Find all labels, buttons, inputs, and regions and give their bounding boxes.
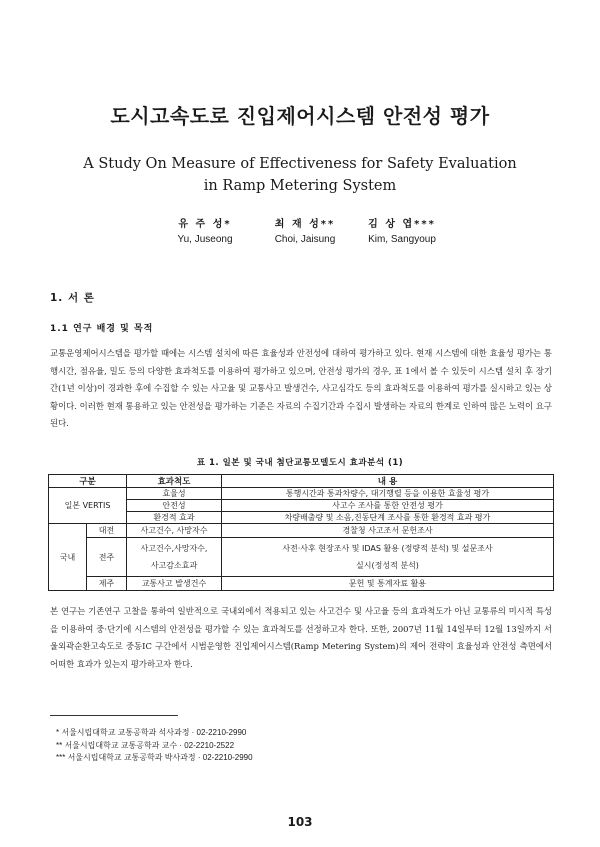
subsection-heading: 1.1 연구 배경 및 목적	[50, 324, 154, 334]
cell-measure-multiline	[127, 538, 222, 577]
cell-content-multiline	[222, 538, 554, 577]
footnote-1: * 서울시립대학교 교통공학과 석사과정 · 02-2210-2990	[56, 728, 247, 737]
cell-measure-line-1: 사고건수,사망자수,	[140, 544, 208, 553]
title-english-line-1: A Study On Measure of Effectiveness for Safety Evaluation	[83, 156, 517, 172]
cell-city: 전주	[87, 538, 127, 577]
table-header-row	[49, 475, 554, 488]
cell-content: 사고수 조사를 통한 안전성 평가	[222, 500, 554, 512]
header-category: 구분	[49, 475, 127, 488]
body-paragraph-2: 본 연구는 기존연구 고찰을 통하여 일반적으로 국내외에서 적용되고 있는 사고건수 및 사고율 등의 효과척도가 아닌 교통류의 미시적 특성을 이용하여 중·단기에 시스템의 안전성을 평가할 수 있는 효과척도를 선정하고자 한다. 또한, 2007년 11월 14일부터 12월 13일까지 서울외곽순환고속도로 중동IC 구간에서 시범운영한 진입제어시스템(Ramp Metering System)의 제어 전략이 효율성과 안전성 측면에서 어떠한 효과가 있는지 평가하고자 한다.	[50, 606, 552, 669]
footnote-divider	[50, 715, 178, 716]
cell-measure: 사고건수, 사망자수	[127, 524, 222, 538]
cell-measure: 효율성	[127, 488, 222, 500]
footnote-2: ** 서울시립대학교 교통공학과 교수 · 02-2210-2522	[56, 741, 235, 750]
cell-content-line-1: 사전·사후 현장조사 및 IDAS 활용 (정량적 분석) 및 설문조사	[282, 544, 493, 553]
author-2-english: Choi, Jaisung	[274, 234, 336, 245]
page-number: 103	[287, 815, 313, 829]
cell-measure: 환경적 효과	[127, 512, 222, 524]
cell-measure: 안전성	[127, 500, 222, 512]
cell-city: 제주	[87, 577, 127, 591]
table-row	[49, 538, 554, 577]
cell-content: 문헌 및 통계자료 활용	[222, 577, 554, 591]
author-3-korean: 김 상 엽***	[368, 219, 436, 230]
footnote-3: *** 서울시립대학교 교통공학과 박사과정 · 02-2210-2990	[56, 753, 253, 762]
title-korean: 도시고속도로 진입제어시스템 안전성 평가	[110, 104, 490, 128]
header-measure: 효과척도	[127, 475, 222, 488]
header-content: 내 용	[222, 475, 554, 488]
korea-label: 국내	[49, 524, 87, 591]
cell-measure: 교통사고 발생건수	[127, 577, 222, 591]
section-heading: 1. 서 론	[50, 292, 95, 304]
author-2-korean: 최 재 성**	[274, 219, 336, 230]
table-row	[49, 524, 554, 538]
cell-content: 경찰청 사고조서 문헌조사	[222, 524, 554, 538]
cell-content: 통행시간과 통과차량수, 대기행렬 등을 이용한 효율성 평가	[222, 488, 554, 500]
author-3-english: Kim, Sangyoup	[368, 234, 436, 245]
table-caption: 표 1. 일본 및 국내 첨단교통모델도시 효과분석 (1)	[196, 458, 404, 468]
japan-label: 일본 VERTIS	[49, 488, 127, 524]
title-english-line-2: in Ramp Metering System	[203, 178, 397, 194]
cell-content: 차량배출량 및 소음,진동단계 조사를 통한 환경적 효과 평가	[222, 512, 554, 524]
author-1-english: Yu, Juseong	[177, 234, 233, 245]
table-row	[49, 488, 554, 500]
table-row	[49, 577, 554, 591]
author-1-korean: 유 주 성*	[178, 219, 232, 230]
body-paragraph-1: 교통운영제어시스템을 평가할 때에는 시스템 설치에 따른 효율성과 안전성에 대하여 평가하고 있다. 현재 시스템에 대한 효율성 평가는 통행시간, 점유율, 밀도 등의 다양한 효과척도를 이용하여 평가하고 있으며, 안전성 평가의 경우, 표 1에서 볼 수 있듯이 시스템 설치 후 장기간(1년 이상)이 경과한 후에 수집할 수 있는 사고율 및 교통사고 발생건수, 사고심각도 등의 효과척도를 이용하여 평가를 실시하고 있는 상황이다. 이러한 현재 통용하고 있는 안전성을 평가하는 기준은 자료의 수집기간과 수집시 발생하는 자료의 한계로 인하여 많은 노력이 요구된다.	[50, 348, 552, 428]
cell-content-line-2: 실시(정성적 분석)	[356, 561, 419, 570]
cell-city: 대전	[87, 524, 127, 538]
author-3	[342, 215, 462, 245]
effectiveness-table	[48, 474, 554, 591]
cell-measure-line-2: 사고감소효과	[150, 561, 198, 570]
